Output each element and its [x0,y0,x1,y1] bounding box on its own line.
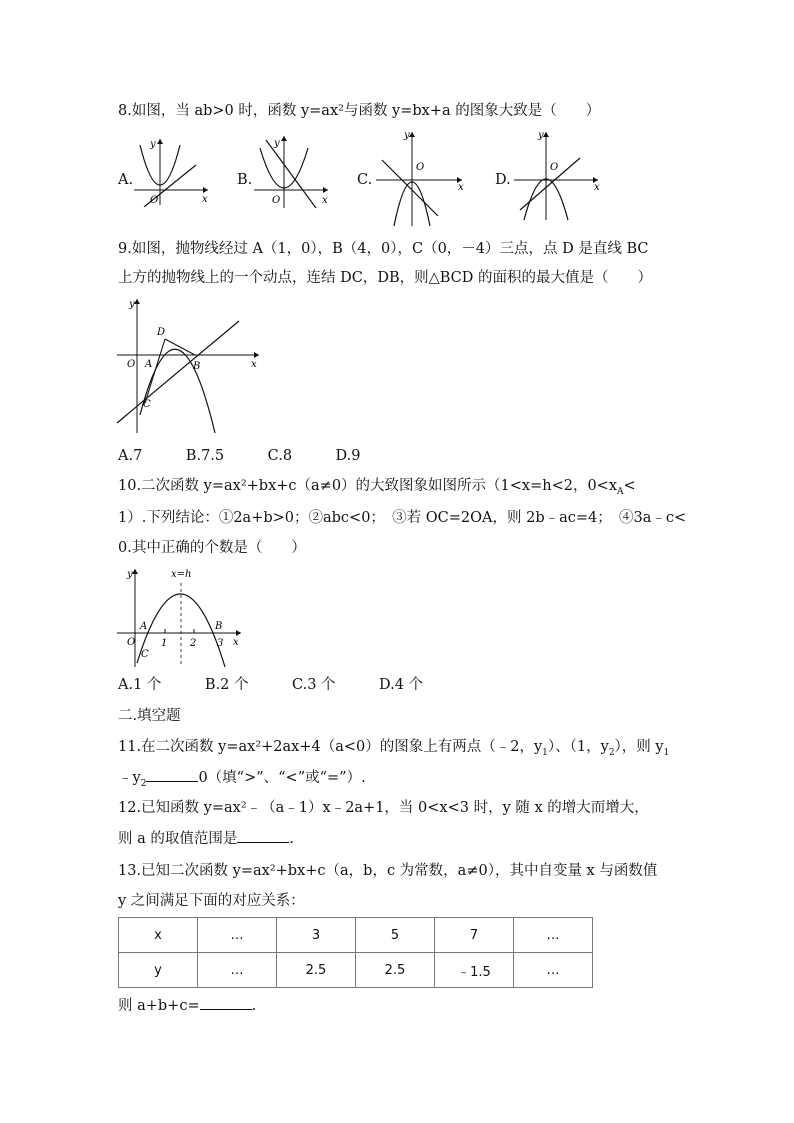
q8-graph-c [372,128,468,228]
q12-answer-blank[interactable] [237,828,289,843]
figure-label: A [145,359,153,370]
figure-label: x [458,182,464,193]
q8-option-d-label: D. [495,172,511,188]
figure-label: C [143,399,151,410]
q9-parabola-figure [115,295,265,435]
q8-graph-b [250,128,332,213]
figure-label: A [140,621,148,632]
table-row: x … 3 5 7 … [119,918,593,953]
figure-label: C [141,649,149,660]
q10-choices: A.1 个 B.2 个 C.3 个 D.4 个 [118,677,424,693]
q13-answer-blank[interactable] [200,995,252,1010]
section-title: 二.填空题 [118,708,181,724]
q8a-origin-label: O [150,195,159,206]
q10-line2: 1）.下列结论：①2a+b>0；②abc<0； ③若 OC=2OA，则 2b﹣ac=4； ④3a﹣c< [118,510,687,526]
q11-line2: $﹣y_2$ 0（填“>”、“<”或“=”）. [118,767,366,794]
q8-stem: 8.如图，当 ab>0 时，函数 y=ax²与函数 y=bx+a 的图象大致是（ ） [118,103,601,119]
q8-option-c-label: C. [357,172,373,188]
figure-label: O [272,195,281,206]
q13-line2: y 之间满足下面的对应关系： [118,893,305,909]
figure-label: O [416,162,425,173]
q9-line1: 9.如图，抛物线经过 A（1，0），B（4，0），C（0，－4）三点，点 D 是直线 BC [118,241,649,257]
figure-label: y [129,299,135,310]
q12-line2: 则 a 的取值范围是 . [118,828,294,849]
figure-label: O [127,637,136,648]
q10-axis-label: x=h [171,569,192,580]
q13-value-table [118,917,593,988]
figure-label: x [322,195,328,206]
q9-line2: 上方的抛物线上的一个动点，连结 DC，DB，则△BCD 的面积的最大值是（ ） [118,270,653,286]
figure-label: 3 [217,638,224,649]
figure-label: y [538,130,544,141]
figure-label: B [215,621,223,632]
figure-label: y [404,130,410,141]
figure-label: 1 [161,638,168,649]
q10-parabola-figure [115,563,250,668]
figure-label: B [193,361,201,372]
table-row: y … 2.5 2.5 ﹣1.5 … [119,953,593,988]
q8a-y-label: y [150,139,156,150]
figure-label: O [550,162,559,173]
figure-label: O [127,359,136,370]
q8-graph-d [510,128,602,223]
figure-label: 2 [190,638,197,649]
q11-line1: 11.在二次函数 y=ax²+2ax+4（a<0）的图象上有两点（﹣2，$y_1$）、（1，$y_2$），则 $y_1$ [118,739,670,758]
figure-label: x [233,637,239,648]
q13-answer-line: 则 a+b+c= . [118,995,256,1016]
q12-line1: 12.已知函数 y=ax²﹣（a﹣1）x﹣2a+1，当 0<x<3 时，y 随 x 的增大而增大， [118,800,649,816]
q10-line3: 0.其中正确的个数是（ ） [118,540,306,556]
q8-option-b-label: B. [237,172,253,188]
figure-label: y [127,569,133,580]
figure-label: y [274,138,280,149]
q8a-x-label: x [202,194,208,205]
figure-label: D [157,327,166,338]
q8-option-a-label: A. [118,172,134,188]
figure-label: x [251,359,257,370]
q11-answer-blank[interactable] [146,767,198,782]
q10-line1: 10.二次函数 y=ax²+bx+c（a≠0）的大致图象如图所示（1<x=h<2，$0<x_A<$ [118,478,636,497]
figure-label: x [594,182,600,193]
q8-graph-a [130,135,212,207]
q13-line1: 13.已知二次函数 y=ax²+bx+c（a，b，c 为常数，a≠0），其中自变量 x 与函数值 [118,863,658,879]
q9-choices: A.7 B.7.5 C.8 D.9 [118,448,361,464]
